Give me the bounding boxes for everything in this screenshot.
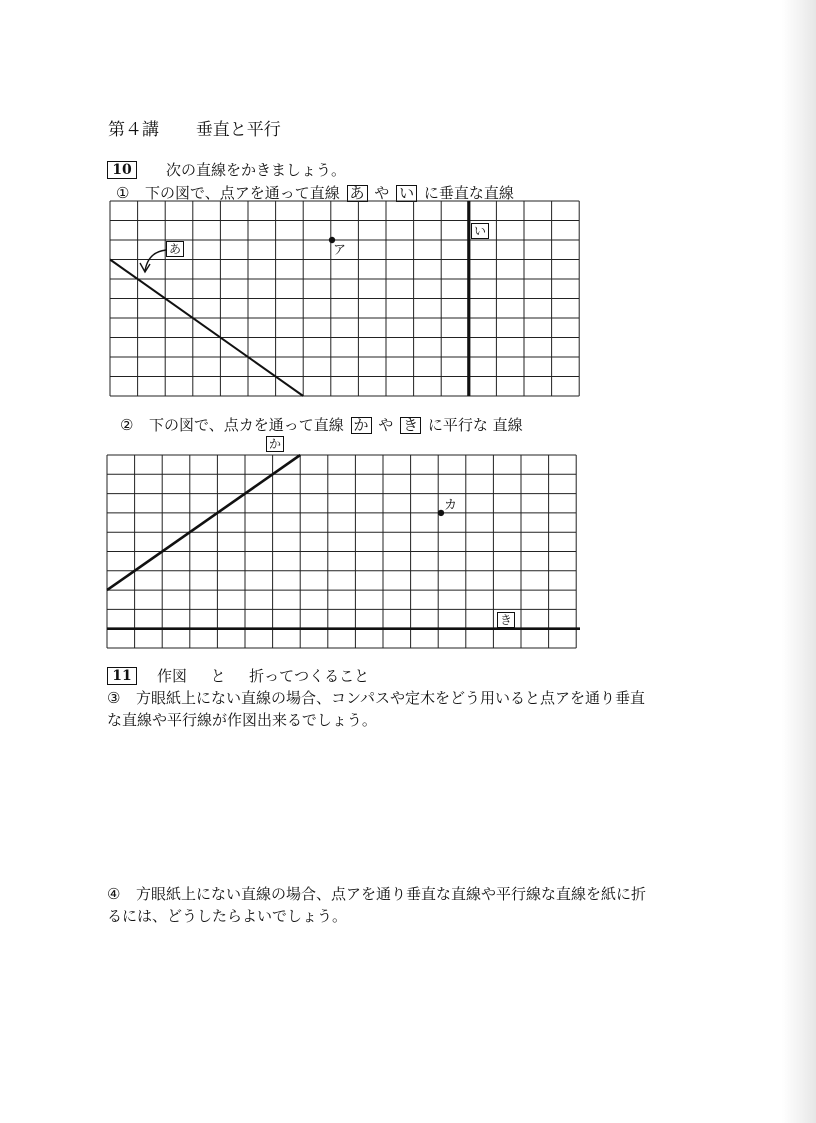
label-a-box: あ	[347, 185, 368, 202]
section-11-title-a: 作図	[157, 667, 188, 685]
section-11-number: 11	[107, 667, 137, 685]
label-ki-box: き	[400, 417, 421, 434]
lecture-topic: 垂直と平行	[195, 120, 281, 140]
question-4-line-1	[107, 885, 646, 903]
question-1-text-after: に垂直な直線	[423, 184, 514, 202]
line-ka	[107, 455, 300, 590]
label-i-box: い	[396, 185, 417, 202]
point-ka-label: カ	[444, 498, 458, 513]
question-4-marker: ④	[107, 885, 121, 903]
question-4-line-2: るには、どうしたらよいでしょう。	[107, 907, 348, 925]
section-10-instruction: 次の直線をかきましょう。	[166, 161, 347, 179]
section-11-title-b: と	[210, 667, 226, 685]
question-1-marker: ①	[116, 184, 130, 202]
point-a-label: ア	[333, 243, 347, 258]
question-2-text-after: に平行な 直線	[427, 416, 523, 434]
question-3-line-1	[107, 689, 645, 707]
line-ka-label: か	[266, 436, 284, 452]
question-4-text-1: 方眼紙上にない直線の場合、点アを通り垂直な直線や平行線な直線を紙に折	[136, 885, 647, 903]
line-i-label: い	[471, 223, 489, 239]
question-3-line-2: な直線や平行線が作図出来るでしょう。	[107, 711, 377, 729]
question-2-text-before: 下の図で、点カを通って直線	[149, 416, 344, 434]
label-ka-box: か	[351, 417, 372, 434]
question-1-connector: や	[374, 184, 390, 202]
question-2-marker: ②	[120, 416, 134, 434]
section-11-title	[157, 667, 369, 685]
question-2-connector: や	[378, 416, 394, 434]
line-ki-label: き	[497, 612, 515, 628]
lecture-number: 第４講	[108, 120, 159, 140]
question-1-text-before: 下の図で、点アを通って直線	[145, 184, 340, 202]
question-3-text-1: 方眼紙上にない直線の場合、コンパスや定木をどう用いると点アを通り垂直	[136, 689, 645, 707]
section-11-title-c: 折ってつくること	[249, 667, 370, 685]
question-3-marker: ③	[107, 689, 121, 707]
line-a-label: あ	[166, 241, 184, 257]
section-10-number: 10	[107, 161, 137, 179]
